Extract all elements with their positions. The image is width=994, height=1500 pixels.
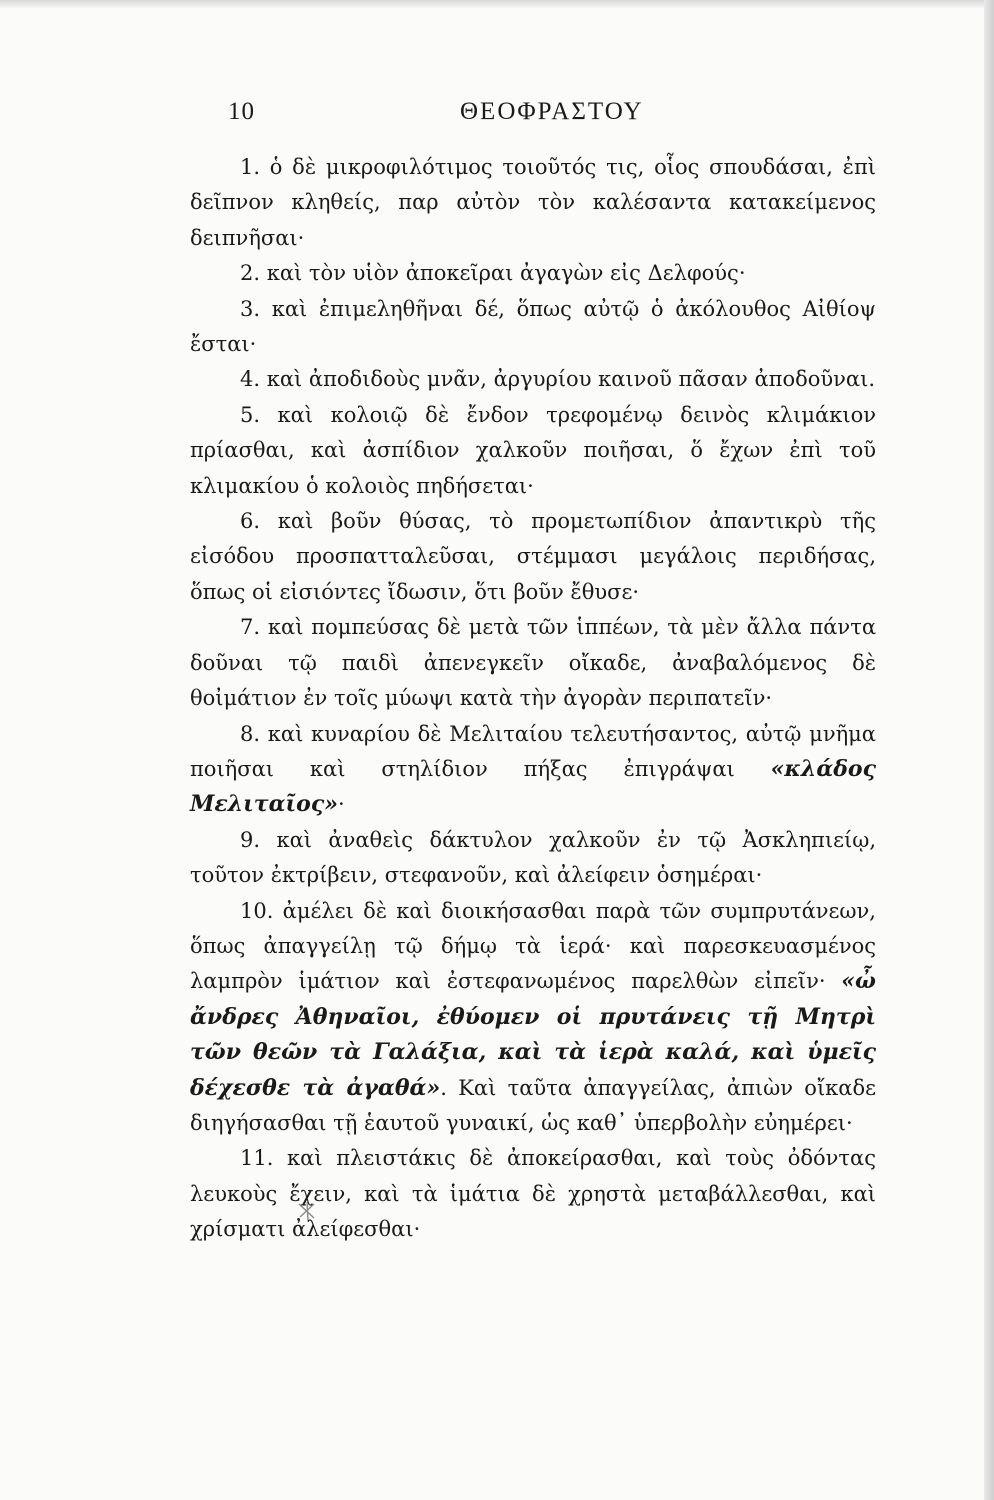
paragraph-9 bbox=[190, 823, 876, 894]
page-right-edge bbox=[984, 0, 994, 1500]
paragraph-text: 8. καὶ κυναρίου δὲ Μελιταίου τελευτήσαντος, αὐτῷ μνῆμα ποιῆσαι καὶ στηλίδιον πήξας ἐπιγράψαι bbox=[190, 721, 876, 781]
page-header bbox=[228, 98, 888, 138]
paragraph-text: 3. καὶ ἐπιμεληθῆναι δέ, ὅπως αὐτῷ ὁ ἀκόλουθος Αἰθίοψ ἔσται· bbox=[190, 296, 876, 357]
paragraph-5 bbox=[190, 398, 876, 504]
paragraph-text: 7. καὶ πομπεύσας δὲ μετὰ τῶν ἱππέων, τὰ μὲν ἄλλα πάντα δοῦναι τῷ παιδὶ ἀπενεγκεῖν οἴκαδε, ἀναβαλόμενος δὲ θοἰμάτιον ἐν τοῖς μύωψι κατὰ τὴν ἀγορὰν περιπατεῖν· bbox=[190, 615, 876, 711]
pencil-mark-icon bbox=[296, 1200, 318, 1222]
paragraph-11 bbox=[190, 1141, 876, 1247]
paragraph-10 bbox=[190, 894, 876, 1142]
paragraph-text: 1. ὁ δὲ μικροφιλότιμος τοιοῦτός τις, οἷος σπουδάσαι, ἐπὶ δεῖπνον κληθείς, παρ αὐτὸν τὸν καλέσαντα κατακείμενος δειπνῆσαι· bbox=[190, 155, 876, 250]
paragraph-6 bbox=[190, 504, 876, 610]
paragraph-text: 6. καὶ βοῦν θύσας, τὸ προμετωπίδιον ἀπαντικρὺ τῆς εἰσόδου προσπατταλεῦσαι, στέμμασι μεγάλοις περιδήσας, ὅπως οἱ εἰσιόντες ἴδωσιν, ὅτι βοῦν ἔθυσε· bbox=[190, 509, 876, 604]
paragraph-2 bbox=[190, 256, 876, 291]
paragraph-1 bbox=[190, 150, 876, 256]
paragraph-text: 2. καὶ τὸν υἱὸν ἀποκεῖραι ἀγαγὼν εἰς Δελφούς· bbox=[240, 261, 746, 286]
paragraph-text-after: · bbox=[338, 792, 345, 817]
paragraph-8 bbox=[190, 717, 876, 823]
paragraph-text: 11. καὶ πλειστάκις δὲ ἀποκείρασθαι, καὶ τοὺς ὀδόντας λευκοὺς ἔχειν, καὶ τὰ ἱμάτια δὲ χρηστὰ μεταβάλλεσθαι, καὶ χρίσματι ἀλείφεσθαι· bbox=[190, 1146, 876, 1242]
paragraph-text-after: . Καὶ ταῦτα ἀπαγγείλας, ἀπιὼν οἴκαδε διηγήσασθαι τῇ ἑαυτοῦ γυναικί, ὡς καθ᾿ ὑπερβολὴν εὐημέρει· bbox=[190, 1075, 877, 1135]
speech-quote: «ὦ ἄνδρες Ἀθηναῖοι, ἐθύομεν οἱ πρυτάνεις τῇ Μητρὶ τῶν θεῶν τὰ Γαλάξια, καὶ τὰ ἱερὰ καλά, καὶ ὑμεῖς δέχεσθε τὰ ἀγαθά» bbox=[190, 968, 876, 1101]
paragraph-text: 9. καὶ ἀναθεὶς δάκτυλον χαλκοῦν ἐν τῷ Ἀσκληπιείῳ, τοῦτον ἐκτρίβειν, στεφανοῦν, καὶ ἀλείφειν ὁσημέραι· bbox=[190, 827, 876, 888]
running-title: ΘΕΟΦΡΑΣΤΟΥ bbox=[460, 98, 644, 125]
inscription-quote: «κλάδος Μελιταῖος» bbox=[190, 755, 876, 818]
page-top-edge bbox=[0, 0, 994, 8]
paragraph-text: 10. ἀμέλει δὲ καὶ διοικήσασθαι παρὰ τῶν συμπρυτάνεων, ὅπως ἀπαγγείλῃ τῷ δήμῳ τὰ ἱερά· καὶ παρεσκευασμένος λαμπρὸν ἱμάτιον καὶ ἐστεφανωμένος παρελθὼν εἰπεῖν· bbox=[190, 898, 876, 994]
paragraph-3 bbox=[190, 292, 876, 363]
paragraph-4 bbox=[190, 362, 876, 397]
paragraph-text: 4. καὶ ἀποδιδοὺς μνᾶν, ἀργυρίου καινοῦ πᾶσαν ἀποδοῦναι. bbox=[240, 367, 876, 392]
paragraph-7 bbox=[190, 610, 876, 716]
page-number: 10 bbox=[228, 98, 255, 125]
body-text bbox=[190, 150, 876, 1248]
paragraph-text: 5. καὶ κολοιῷ δὲ ἔνδον τρεφομένῳ δεινὸς κλιμάκιον πρίασθαι, καὶ ἀσπίδιον χαλκοῦν ποιῆσαι, ὅ ἔχων ἐπὶ τοῦ κλιμακίου ὁ κολοιὸς πηδήσεται· bbox=[190, 402, 876, 498]
